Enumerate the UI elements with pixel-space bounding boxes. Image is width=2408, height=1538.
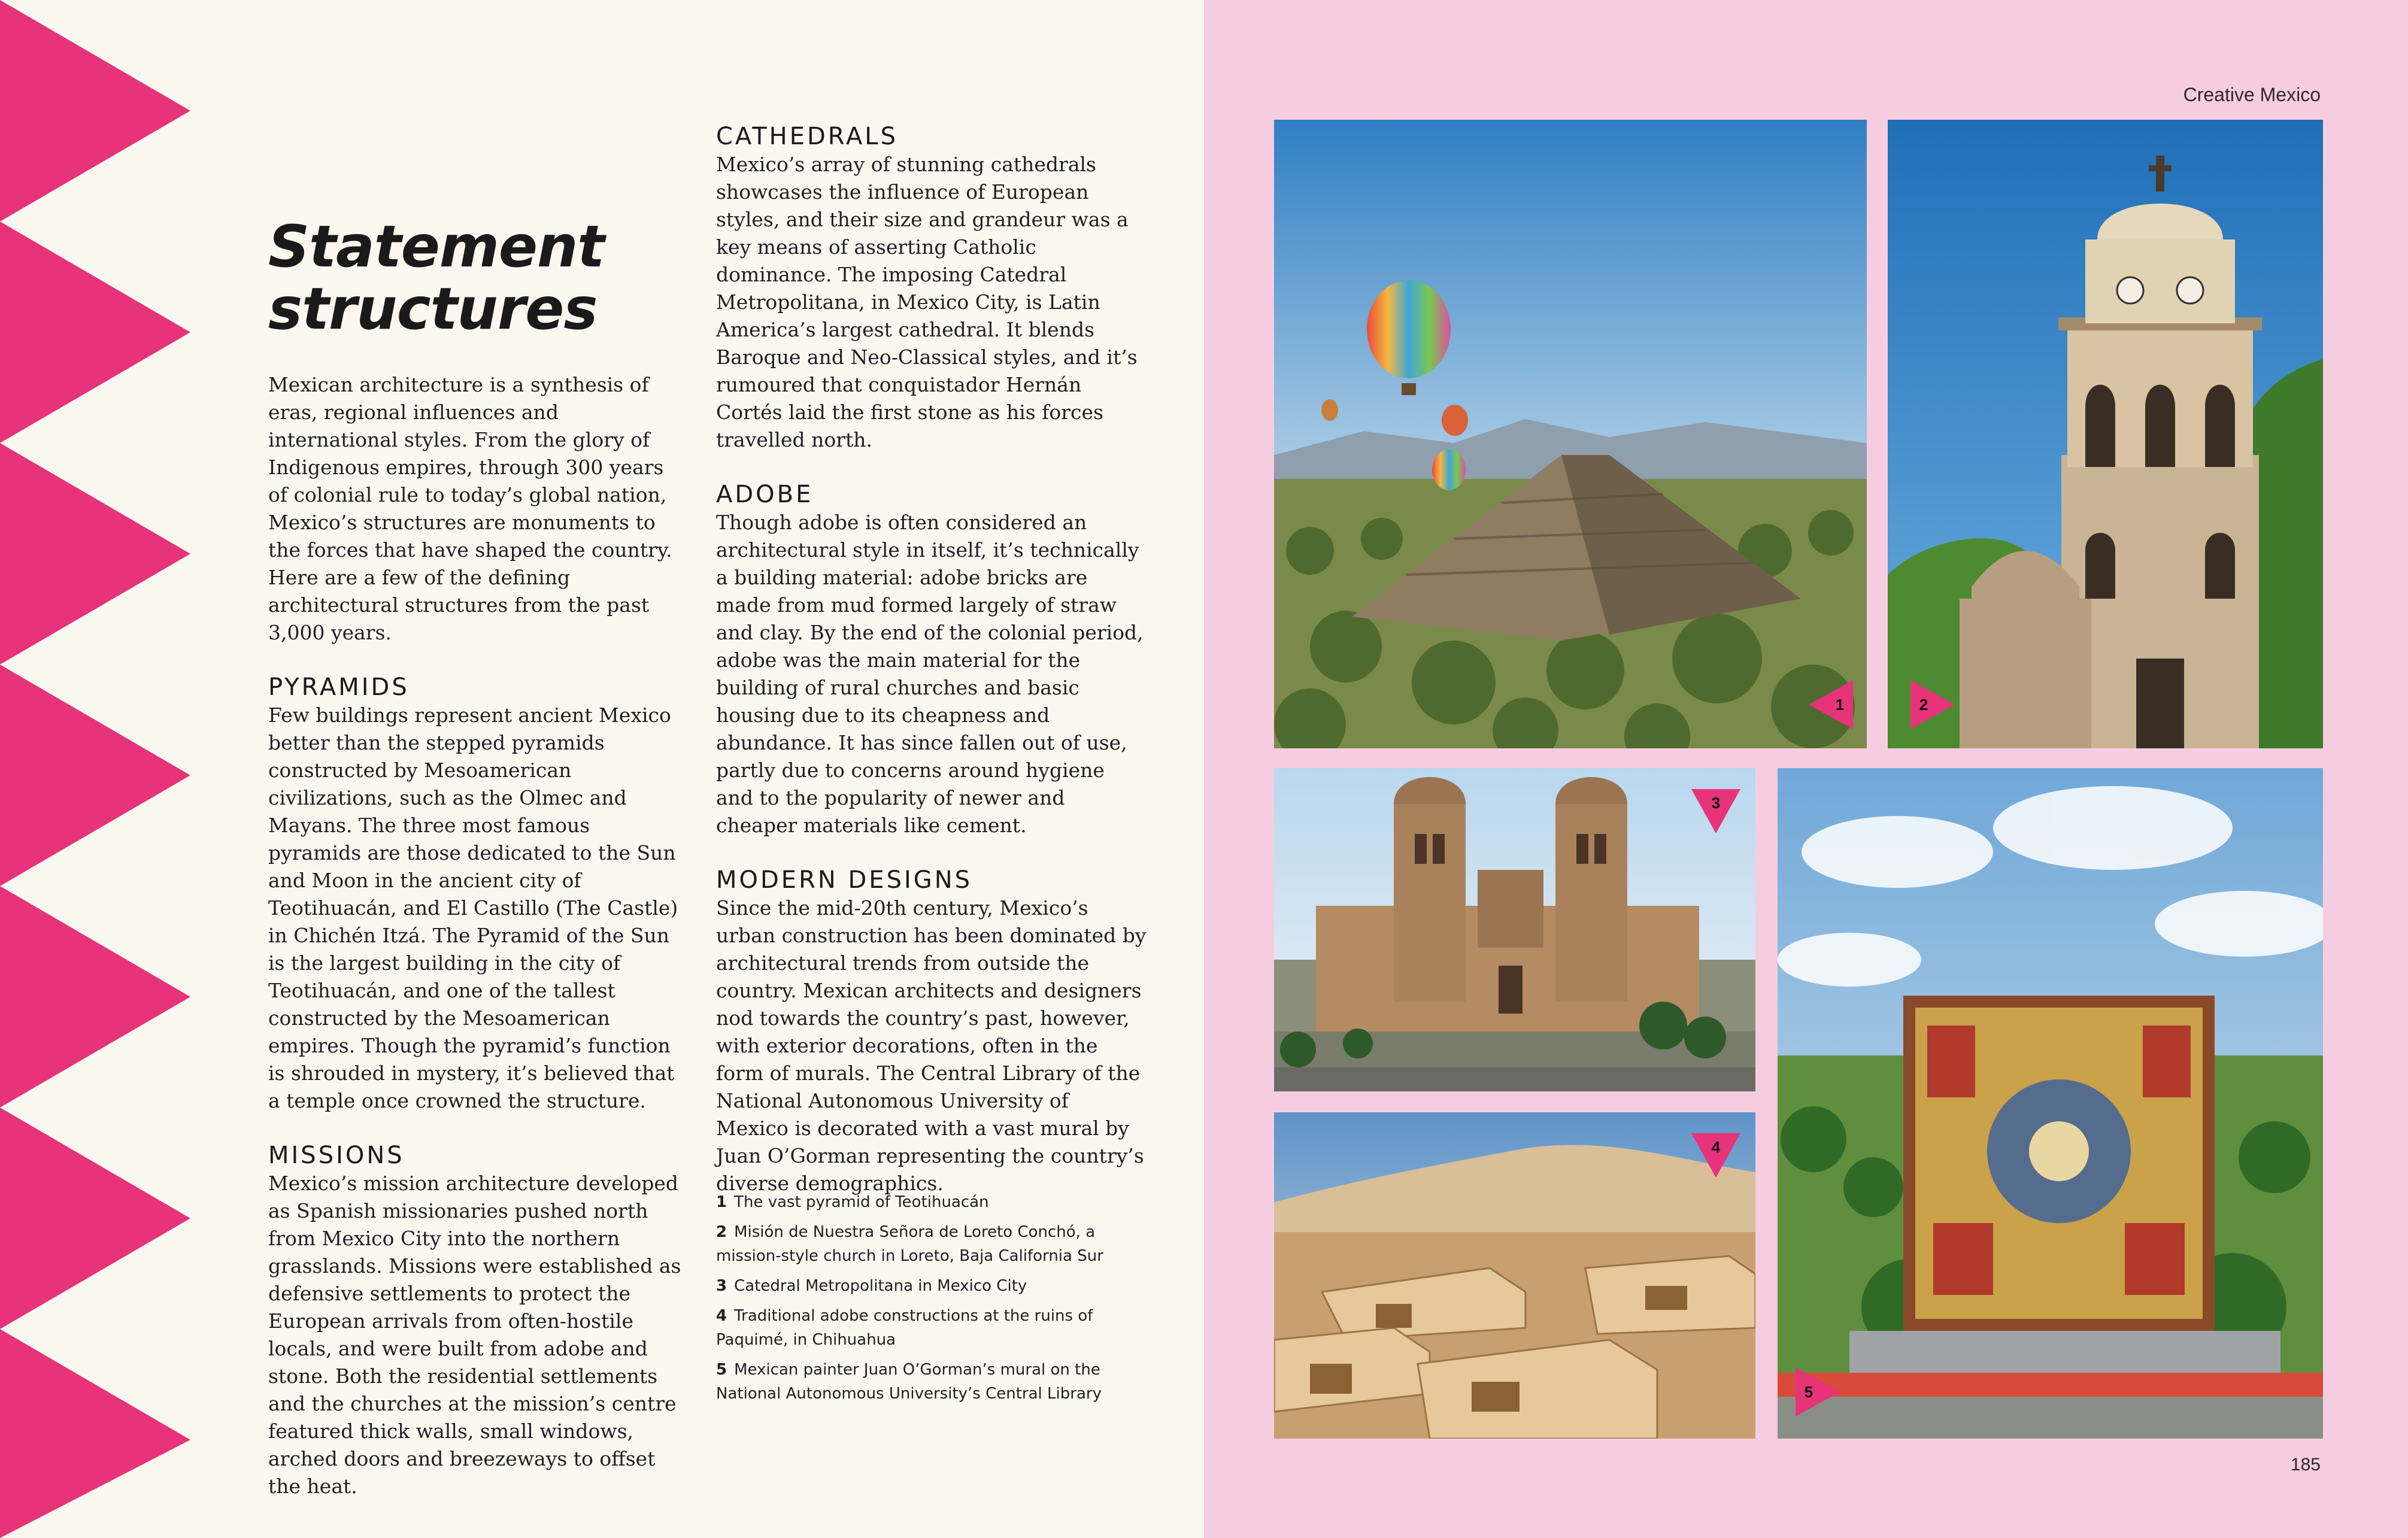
caption-1: 1 The vast pyramid of Teotihuacán: [716, 1193, 989, 1211]
photo-mission-church: [1888, 120, 2323, 748]
svg-text:1: 1: [1835, 696, 1845, 714]
photo-captions: [716, 1190, 1147, 1412]
body-pyramids: Few buildings represent ancient Mexico better than the stepped pyramids constructed by Mesoamerican civilizations, such as the Olmec and Mayans. The three most famous pyramids are those dedicated to the Sun and Moon in the ancient city of Teotihuacán, and El Castillo (The Castle) in Chichén Itzá. The Pyramid of the Sun is the largest building in the city of Teotihuacán, and one of the tallest constructed by the Mesoamerican empires. Though the pyramid’s function is shrouded in mystery, it’s believed that a temple once crowned the structure.: [268, 703, 678, 1112]
svg-text:5: 5: [1804, 1383, 1813, 1401]
photo-badge-3: [1689, 784, 1743, 838]
body-cathedrals: Mexico’s array of stunning cathedrals showcases the influence of European styles, and their size and grandeur was a key means of asserting Catholic dominance. The imposing Catedral Metropolitana, in Mexico City, is Latin America’s largest cathedral. It blends Baroque and Neo-Classical styles, and it’s rumoured that conquistador Hernán Cortés laid the first stone as his forces travelled north.: [716, 153, 1138, 451]
heading-modern-designs: MODERN DESIGNS: [716, 866, 973, 894]
heading-adobe: ADOBE: [716, 481, 814, 508]
heading-pyramids: PYRAMIDS: [268, 674, 410, 701]
heading-missions: MISSIONS: [268, 1142, 405, 1169]
body-adobe: Though adobe is often considered an architectural style in itself, it’s technically a building material: adobe bricks are made from mud formed largely of straw and clay. By the end of the colonial period, adobe was the main material for the building of rural churches and basic housing due to its cheapness and abundance. It has since fallen out of use, partly due to concerns around hygiene and to the popularity of newer and cheaper materials like cement.: [716, 511, 1144, 837]
header-label: Creative Mexico: [2183, 84, 2321, 105]
caption-3: 3 Catedral Metropolitana in Mexico City: [716, 1277, 1027, 1295]
caption-5: 5 Mexican painter Juan O’Gorman’s mural on the National Autonomous University’s Central Library: [716, 1361, 1102, 1403]
text-column-right: [716, 122, 1147, 1197]
intro-paragraph: Mexican architecture is a synthesis of eras, regional influences and international styles. From the glory of Indigenous empires, through 300 years of colonial rule to today’s global nation, Mexico’s structures are monuments to the forces that have shaped the country. Here are a few of the defining architectural structures from the past 3,000 years.: [268, 373, 672, 644]
svg-text:4: 4: [1711, 1138, 1721, 1156]
svg-text:2: 2: [1919, 696, 1928, 714]
photo-central-library-mural: [1778, 768, 2323, 1439]
caption-4: 4 Traditional adobe constructions at the ruins of Paquimé, in Chihuahua: [716, 1307, 1093, 1349]
caption-2: 2 Misión de Nuestra Señora de Loreto Conchó, a mission-style church in Loreto, Baja California Sur: [716, 1223, 1103, 1265]
right-page: [1204, 0, 2408, 1538]
text-column-left: [268, 371, 687, 1500]
photo-catedral-metropolitana: [1274, 768, 1755, 1091]
photo-badge-1: [1804, 678, 1858, 732]
page-title: Statement structures: [268, 213, 605, 342]
photo-paquime-adobe-ruins: [1274, 1112, 1755, 1439]
photo-badge-4: [1689, 1129, 1743, 1182]
body-modern-designs: Since the mid-20th century, Mexico’s urban construction has been dominated by architectural trends from outside the country. Mexican architects and designers nod towards the country’s past, however, with exterior decorations, often in the form of murals. The Central Library of the National Autonomous University of Mexico is decorated with a vast mural by Juan O’Gorman representing the country’s diverse demographics.: [716, 896, 1147, 1195]
photo-badge-2: [1906, 678, 1960, 732]
page-number: 185: [2290, 1455, 2321, 1475]
pink-triangle-border: [0, 0, 198, 1538]
photo-pyramid-teotihuacan: [1274, 120, 1867, 748]
body-missions: Mexico’s mission architecture developed as Spanish missionaries pushed north from Mexico City into the northern grasslands. Missions were established as defensive settlements to protect the European arrivals from often-hostile locals, and were built from adobe and stone. Both the residential settlements and the churches at the mission’s centre featured thick walls, small windows, arched doors and breezeways to offset the heat.: [268, 1172, 681, 1498]
photo-badge-5: [1791, 1365, 1845, 1419]
heading-cathedrals: CATHEDRALS: [716, 123, 898, 150]
svg-text:3: 3: [1711, 794, 1721, 812]
